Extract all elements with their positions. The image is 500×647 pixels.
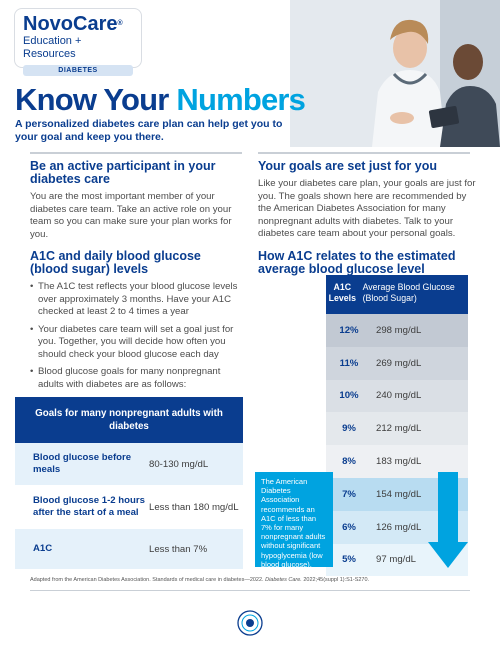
table-row — [326, 347, 468, 380]
page-subtitle: A personalized diabetes care plan can help get you to your goal and keep you there. — [15, 118, 283, 143]
logo-badge: DIABETES — [23, 65, 133, 76]
logo-subtitle: Education + Resources — [23, 35, 82, 60]
goals-row-label: Blood glucose before meals — [33, 452, 132, 475]
page-title: Know Your Numbers — [15, 82, 306, 117]
table-row — [326, 314, 468, 347]
avg-glucose-value: 240 mg/dL — [376, 390, 422, 402]
down-arrow-icon — [428, 472, 468, 572]
goals-row-value: Less than 7% — [149, 543, 208, 555]
goals-table — [15, 397, 243, 569]
list-item: • Your diabetes care team will set a goal just for you. Together, you will decide how often you should check your blood glucose each day — [30, 324, 240, 362]
care-team-photo — [290, 0, 500, 147]
a1c-value: 10% — [339, 390, 359, 402]
avg-glucose-value: 154 mg/dL — [376, 488, 422, 500]
left-column — [30, 160, 240, 396]
a1c-value: 9% — [342, 423, 356, 435]
left-divider — [30, 152, 242, 154]
goals-row-value: 80-130 mg/dL — [149, 458, 209, 470]
a1c-value: 5% — [342, 554, 356, 566]
list-item: • Blood glucose goals for many nonpregnant adults with diabetes are as follows: — [30, 366, 240, 391]
list-item: • The A1C test reflects your blood glucose levels over approximately 3 months. Have your A1C checked at least 2 to 4 times a year — [30, 281, 240, 319]
goals-table-header: Goals for many nonpregnant adults with diabetes — [15, 397, 243, 443]
novo-nordisk-apis-icon — [237, 610, 263, 636]
a1c-bullet-list — [30, 281, 240, 391]
table-row — [15, 529, 243, 569]
a1c-value: 12% — [339, 324, 359, 336]
table-row — [326, 412, 468, 445]
right-divider — [258, 152, 470, 154]
novocare-logo — [14, 8, 142, 74]
section-heading-a1c-relation: How A1C relates to the estimated average blood glucose level — [258, 248, 456, 276]
avg-glucose-value: 97 mg/dL — [376, 554, 417, 566]
a1c-value: 11% — [339, 357, 359, 369]
goals-row-label: A1C — [33, 543, 53, 554]
table-row — [15, 485, 243, 529]
a1c-value: 6% — [342, 521, 356, 533]
a1c-col-header: A1C Levels — [328, 282, 356, 303]
table-row — [326, 380, 468, 413]
right-column — [258, 160, 480, 276]
avg-glucose-value: 183 mg/dL — [376, 456, 422, 468]
a1c-value: 7% — [342, 488, 356, 500]
section-body-active-participant: You are the most important member of your diabetes care team. Take an active role on your team so you can make sure your plan works for you. — [30, 191, 232, 240]
avg-glucose-value: 269 mg/dL — [376, 357, 422, 369]
section-heading-a1c-daily: A1C and daily blood glucose (blood sugar) levels — [30, 249, 201, 276]
avg-glucose-col-header: Average Blood Glucose (Blood Sugar) — [362, 282, 455, 303]
goals-row-label: Blood glucose 1-2 hours after the start of a meal — [33, 495, 145, 518]
logo-name: NovoCare® — [23, 13, 123, 35]
avg-glucose-value: 298 mg/dL — [376, 324, 422, 336]
section-heading-active-participant: Be an active participant in your diabetes care — [30, 159, 216, 186]
a1c-value: 8% — [342, 456, 356, 468]
ada-recommendation-callout: The American Diabetes Association recommends an A1C of less than 7% for many nonpregnant adults without significant hypoglycemia (low blood glucose). — [255, 472, 333, 567]
footer-divider — [30, 590, 470, 591]
section-heading-goals: Your goals are set just for you — [258, 159, 437, 173]
goals-row-value: Less than 180 mg/dL — [149, 501, 239, 513]
table-row — [15, 443, 243, 485]
source-footnote: Adapted from the American Diabetes Association. Standards of medical care in diabetes—2022. Diabetes Care. 2022;45(suppl 1):S1-S270. — [30, 577, 370, 583]
avg-glucose-value: 212 mg/dL — [376, 423, 422, 435]
avg-glucose-value: 126 mg/dL — [376, 521, 422, 533]
a1c-table-header — [326, 275, 468, 314]
section-body-goals: Like your diabetes care plan, your goals are just for you. The goals shown here are recommended by the American Diabetes Association for many nonpregnant adults with diabetes. Talk to your diabetes care team about your personal goals. — [258, 178, 476, 239]
